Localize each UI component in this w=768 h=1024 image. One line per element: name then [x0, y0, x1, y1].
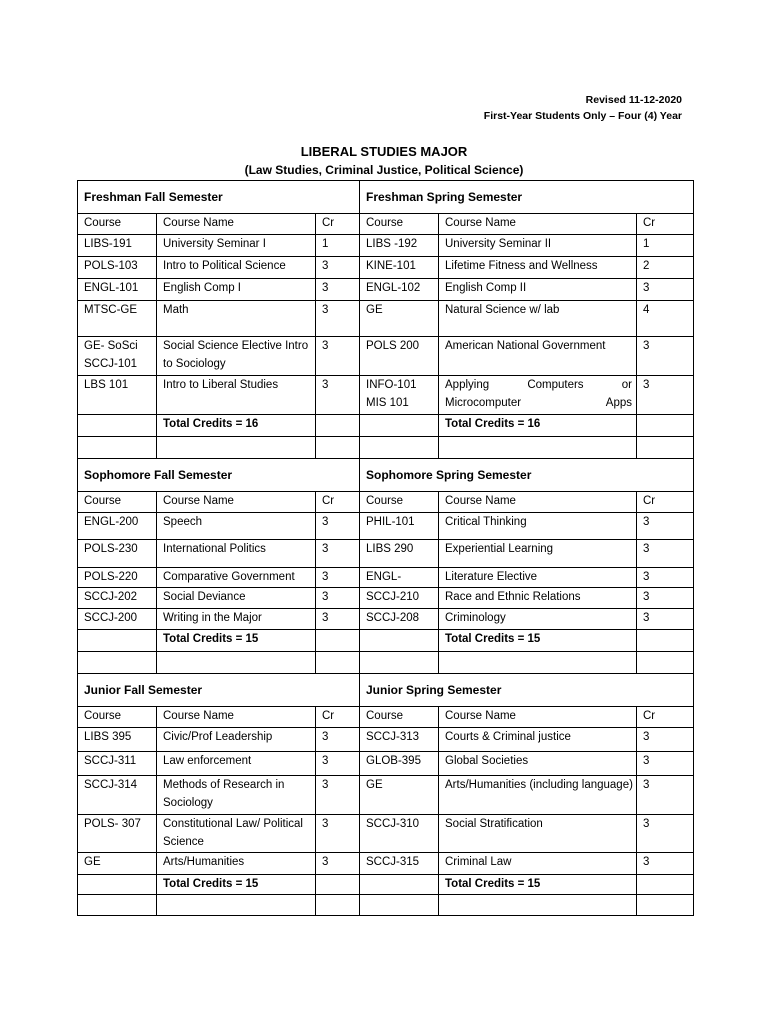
- spring-course-name: Critical Thinking: [439, 513, 637, 540]
- spring-credits: 1: [637, 235, 694, 257]
- fall-course-name: Intro to Liberal Studies: [157, 376, 316, 415]
- spring-credits: 3: [637, 337, 694, 376]
- table-row: [78, 568, 694, 588]
- spring-course-name: Literature Elective: [439, 568, 637, 588]
- spring-credits: 3: [637, 513, 694, 540]
- spring-credits: 3: [637, 588, 694, 609]
- spring-course-code: POLS 200: [360, 337, 439, 376]
- spring-course-name: Race and Ethnic Relations: [439, 588, 637, 609]
- junior-semester-header-row: [78, 674, 694, 707]
- spring-course-code: SCCJ-315: [360, 853, 439, 875]
- fall-credits: 3: [316, 853, 360, 875]
- course-plan-table: [77, 180, 694, 916]
- spacer-cell: [157, 652, 316, 674]
- fall-col-cr: Cr: [316, 492, 360, 513]
- freshman-fall-title: Freshman Fall Semester: [78, 181, 360, 214]
- table-row: [78, 776, 694, 815]
- fall-credits: 3: [316, 301, 360, 337]
- spring-course-code: LIBS -192: [360, 235, 439, 257]
- spacer-cell: [316, 875, 360, 895]
- sophomore-spring-title: Sophomore Spring Semester: [360, 459, 694, 492]
- spring-course-code: SCCJ-208: [360, 609, 439, 630]
- spacer-cell: [316, 895, 360, 916]
- table-row: [78, 728, 694, 752]
- spring-credits: 3: [637, 279, 694, 301]
- fall-course-code: SCCJ-200: [78, 609, 157, 630]
- spring-credits: 3: [637, 776, 694, 815]
- spring-course-name: Criminal Law: [439, 853, 637, 875]
- fall-course-code: LIBS 395: [78, 728, 157, 752]
- fall-credits: 3: [316, 337, 360, 376]
- fall-course-code: POLS-103: [78, 257, 157, 279]
- spring-col-name: Course Name: [439, 492, 637, 513]
- fall-credits: 3: [316, 279, 360, 301]
- spring-course-name: University Seminar II: [439, 235, 637, 257]
- table-row: [78, 588, 694, 609]
- spring-course-name: Global Societies: [439, 752, 637, 776]
- fall-total-credits: Total Credits = 16: [157, 415, 316, 437]
- fall-course-name: Math: [157, 301, 316, 337]
- fall-credits: 3: [316, 728, 360, 752]
- spring-course-name: Criminology: [439, 609, 637, 630]
- spring-course-code: LIBS 290: [360, 540, 439, 568]
- spring-credits: 3: [637, 853, 694, 875]
- spring-course-name: American National Government: [439, 337, 637, 376]
- table-row: [78, 337, 694, 376]
- fall-course-name: Civic/Prof Leadership: [157, 728, 316, 752]
- table-row: [78, 609, 694, 630]
- spacer-cell: [316, 652, 360, 674]
- table-row: [78, 301, 694, 337]
- table-row: [78, 257, 694, 279]
- fall-course-code: GE- SoSci SCCJ-101: [78, 337, 157, 376]
- fall-course-name: Constitutional Law/ Political Science: [157, 815, 316, 853]
- fall-col-name: Course Name: [157, 707, 316, 728]
- spring-course-code: SCCJ-310: [360, 815, 439, 853]
- spacer-cell: [637, 875, 694, 895]
- fall-course-name: Social Deviance: [157, 588, 316, 609]
- fall-course-code: POLS-230: [78, 540, 157, 568]
- table-row: [78, 853, 694, 875]
- table-row: [78, 279, 694, 301]
- spring-col-course: Course: [360, 492, 439, 513]
- fall-course-code: ENGL-200: [78, 513, 157, 540]
- junior-spring-title: Junior Spring Semester: [360, 674, 694, 707]
- spring-total-credits: Total Credits = 15: [439, 630, 637, 652]
- spring-course-code: ENGL-102: [360, 279, 439, 301]
- spring-course-code: GE: [360, 776, 439, 815]
- spring-col-cr: Cr: [637, 492, 694, 513]
- spring-course-code: SCCJ-210: [360, 588, 439, 609]
- spring-course-name: Lifetime Fitness and Wellness: [439, 257, 637, 279]
- fall-course-name: Intro to Political Science: [157, 257, 316, 279]
- spacer-cell: [78, 437, 157, 459]
- spring-col-name: Course Name: [439, 214, 637, 235]
- fall-col-course: Course: [78, 707, 157, 728]
- sophomore-semester-header-row: [78, 459, 694, 492]
- table-row: [78, 815, 694, 853]
- fall-credits: 3: [316, 540, 360, 568]
- spring-course-name: Applying Computers or Microcomputer Apps: [439, 376, 637, 415]
- spacer-cell: [360, 875, 439, 895]
- fall-col-name: Course Name: [157, 214, 316, 235]
- spacer-cell: [637, 415, 694, 437]
- spring-course-name: Arts/Humanities (including language): [439, 776, 637, 815]
- fall-col-course: Course: [78, 492, 157, 513]
- spacer-cell: [360, 895, 439, 916]
- spring-credits: 3: [637, 815, 694, 853]
- junior-blank-row: [78, 895, 694, 916]
- spring-course-name: Courts & Criminal justice: [439, 728, 637, 752]
- spacer-cell: [316, 415, 360, 437]
- spacer-cell: [78, 630, 157, 652]
- spacer-cell: [316, 437, 360, 459]
- fall-col-cr: Cr: [316, 214, 360, 235]
- sophomore-fall-title: Sophomore Fall Semester: [78, 459, 360, 492]
- spacer-cell: [360, 630, 439, 652]
- junior-totals-row: [78, 875, 694, 895]
- fall-credits: 3: [316, 815, 360, 853]
- spacer-cell: [637, 437, 694, 459]
- table-row: [78, 513, 694, 540]
- spacer-cell: [439, 652, 637, 674]
- fall-credits: 3: [316, 376, 360, 415]
- spacer-cell: [157, 895, 316, 916]
- fall-course-code: LIBS-191: [78, 235, 157, 257]
- spacer-cell: [78, 895, 157, 916]
- spring-credits: 3: [637, 752, 694, 776]
- spring-course-name: Social Stratification: [439, 815, 637, 853]
- spring-course-name: English Comp II: [439, 279, 637, 301]
- fall-course-name: Comparative Government: [157, 568, 316, 588]
- fall-credits: 3: [316, 752, 360, 776]
- spring-credits: 3: [637, 728, 694, 752]
- fall-credits: 3: [316, 257, 360, 279]
- junior-column-header-row: [78, 707, 694, 728]
- fall-course-code: LBS 101: [78, 376, 157, 415]
- spacer-cell: [439, 437, 637, 459]
- spring-course-code: GE: [360, 301, 439, 337]
- fall-course-name: Writing in the Major: [157, 609, 316, 630]
- spring-course-code: KINE-101: [360, 257, 439, 279]
- spacer-cell: [360, 652, 439, 674]
- fall-course-name: Arts/Humanities: [157, 853, 316, 875]
- fall-credits: 3: [316, 568, 360, 588]
- spacer-cell: [78, 415, 157, 437]
- spring-course-code: ENGL-: [360, 568, 439, 588]
- fall-col-course: Course: [78, 214, 157, 235]
- freshman-spring-title: Freshman Spring Semester: [360, 181, 694, 214]
- spacer-cell: [157, 437, 316, 459]
- spacer-cell: [360, 437, 439, 459]
- fall-credits: 3: [316, 588, 360, 609]
- table-row: [78, 376, 694, 415]
- sophomore-totals-row: [78, 630, 694, 652]
- spring-credits: 2: [637, 257, 694, 279]
- fall-col-name: Course Name: [157, 492, 316, 513]
- spring-total-credits: Total Credits = 16: [439, 415, 637, 437]
- fall-col-cr: Cr: [316, 707, 360, 728]
- fall-course-code: MTSC-GE: [78, 301, 157, 337]
- fall-course-code: SCCJ-311: [78, 752, 157, 776]
- fall-credits: 3: [316, 609, 360, 630]
- spacer-cell: [637, 652, 694, 674]
- spring-course-code: GLOB-395: [360, 752, 439, 776]
- spring-total-credits: Total Credits = 15: [439, 875, 637, 895]
- fall-course-code: GE: [78, 853, 157, 875]
- table-row: [78, 752, 694, 776]
- spring-col-course: Course: [360, 214, 439, 235]
- fall-course-code: SCCJ-202: [78, 588, 157, 609]
- spring-course-name: Experiential Learning: [439, 540, 637, 568]
- spring-credits: 3: [637, 609, 694, 630]
- freshman-totals-row: [78, 415, 694, 437]
- sophomore-blank-row: [78, 652, 694, 674]
- table-row: [78, 540, 694, 568]
- fall-course-name: Social Science Elective Intro to Sociology: [157, 337, 316, 376]
- spacer-cell: [439, 895, 637, 916]
- document-title: LIBERAL STUDIES MAJOR: [300, 144, 468, 159]
- junior-fall-title: Junior Fall Semester: [78, 674, 360, 707]
- document-subtitle: (Law Studies, Criminal Justice, Political Science): [244, 163, 524, 177]
- freshman-semester-header-row: [78, 181, 694, 214]
- fall-course-code: POLS- 307: [78, 815, 157, 853]
- fall-credits: 3: [316, 513, 360, 540]
- spring-course-code: PHIL-101: [360, 513, 439, 540]
- spring-course-name: Natural Science w/ lab: [439, 301, 637, 337]
- freshman-column-header-row: [78, 214, 694, 235]
- fall-course-name: University Seminar I: [157, 235, 316, 257]
- spring-credits: 4: [637, 301, 694, 337]
- spring-credits: 3: [637, 376, 694, 415]
- spring-course-code: SCCJ-313: [360, 728, 439, 752]
- spacer-cell: [637, 630, 694, 652]
- fall-course-name: English Comp I: [157, 279, 316, 301]
- fall-course-name: Law enforcement: [157, 752, 316, 776]
- spring-credits: 3: [637, 568, 694, 588]
- spring-col-name: Course Name: [439, 707, 637, 728]
- freshman-blank-row: [78, 437, 694, 459]
- revised-date: Revised 11-12-2020: [585, 94, 682, 106]
- fall-course-code: SCCJ-314: [78, 776, 157, 815]
- spring-col-cr: Cr: [637, 214, 694, 235]
- spring-col-course: Course: [360, 707, 439, 728]
- table-row: [78, 235, 694, 257]
- fall-course-name: International Politics: [157, 540, 316, 568]
- fall-credits: 1: [316, 235, 360, 257]
- fall-total-credits: Total Credits = 15: [157, 630, 316, 652]
- sophomore-column-header-row: [78, 492, 694, 513]
- fall-credits: 3: [316, 776, 360, 815]
- spring-col-cr: Cr: [637, 707, 694, 728]
- fall-total-credits: Total Credits = 15: [157, 875, 316, 895]
- spacer-cell: [637, 895, 694, 916]
- audience-note: First-Year Students Only – Four (4) Year: [483, 110, 682, 122]
- spring-credits: 3: [637, 540, 694, 568]
- fall-course-code: ENGL-101: [78, 279, 157, 301]
- spacer-cell: [78, 652, 157, 674]
- spacer-cell: [360, 415, 439, 437]
- fall-course-name: Speech: [157, 513, 316, 540]
- spacer-cell: [316, 630, 360, 652]
- spacer-cell: [78, 875, 157, 895]
- spring-course-code: INFO-101 MIS 101: [360, 376, 439, 415]
- fall-course-name: Methods of Research in Sociology: [157, 776, 316, 815]
- fall-course-code: POLS-220: [78, 568, 157, 588]
